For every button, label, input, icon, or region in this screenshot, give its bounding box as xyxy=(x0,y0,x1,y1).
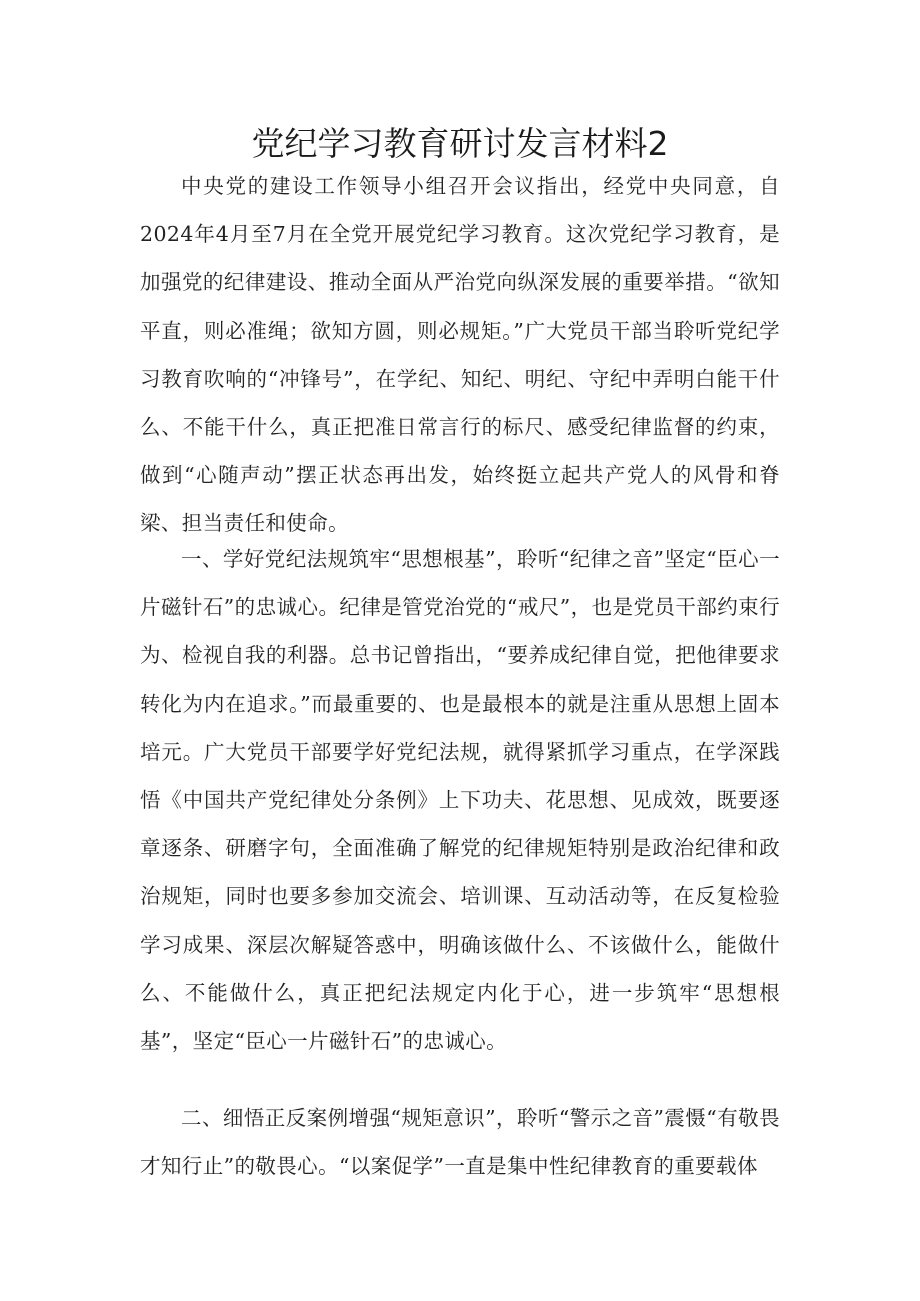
paragraph-section-two: 二、细悟正反案例增强“规矩意识”，聆听“警示之音”震慑“有敬畏才知行止”的敬畏心。“以案促学”一直是集中性纪律教育的重要载体 xyxy=(140,1106,780,1179)
paragraph-intro: 中央党的建设工作领导小组召开会议指出，经党中央同意，自2024年4月至7月在全党开展党纪学习教育。这次党纪学习教育，是加强党的纪律建设、推动全面从严治党向纵深发展的重要举措。“欲知平直，则必准绳；欲知方圆，则必规矩。”广大党员干部当聆听党纪学习教育吹响的“冲锋号”，在学纪、知纪、明纪、守纪中弄明白能干什么、不能干什么，真正把准日常言行的标尺、感受纪律监督的约束，做到“心随声动”摆正状态再出发，始终挺立起共产党人的风骨和脊梁、担当责任和使命。 xyxy=(140,174,780,536)
document-title: 党纪学习教育研讨发言材料2 xyxy=(251,124,669,163)
paragraph-section-one: 一、学好党纪法规筑牢“思想根基”，聆听“纪律之音”坚定“臣心一片磁针石”的忠诚心。纪律是管党治党的“戒尺”，也是党员干部约束行为、检视自我的利器。总书记曾指出，“要养成纪律自觉，把他律要求转化为内在追求。”而最重要的、也是最根本的就是注重从思想上固本培元。广大党员干部要学好党纪法规，就得紧抓学习重点，在学深践悟《中国共产党纪律处分条例》上下功夫、花思想、见成效，既要逐章逐条、研磨字句，全面准确了解党的纪律规矩特别是政治纪律和政治规矩，同时也要多参加交流会、培训课、互动活动等，在反复检验学习成果、深层次解疑答惑中，明确该做什么、不该做什么，能做什么、不能做什么，真正把纪法规定内化于心，进一步筑牢“思想根基”，坚定“臣心一片磁针石”的忠诚心。 xyxy=(140,547,780,1054)
